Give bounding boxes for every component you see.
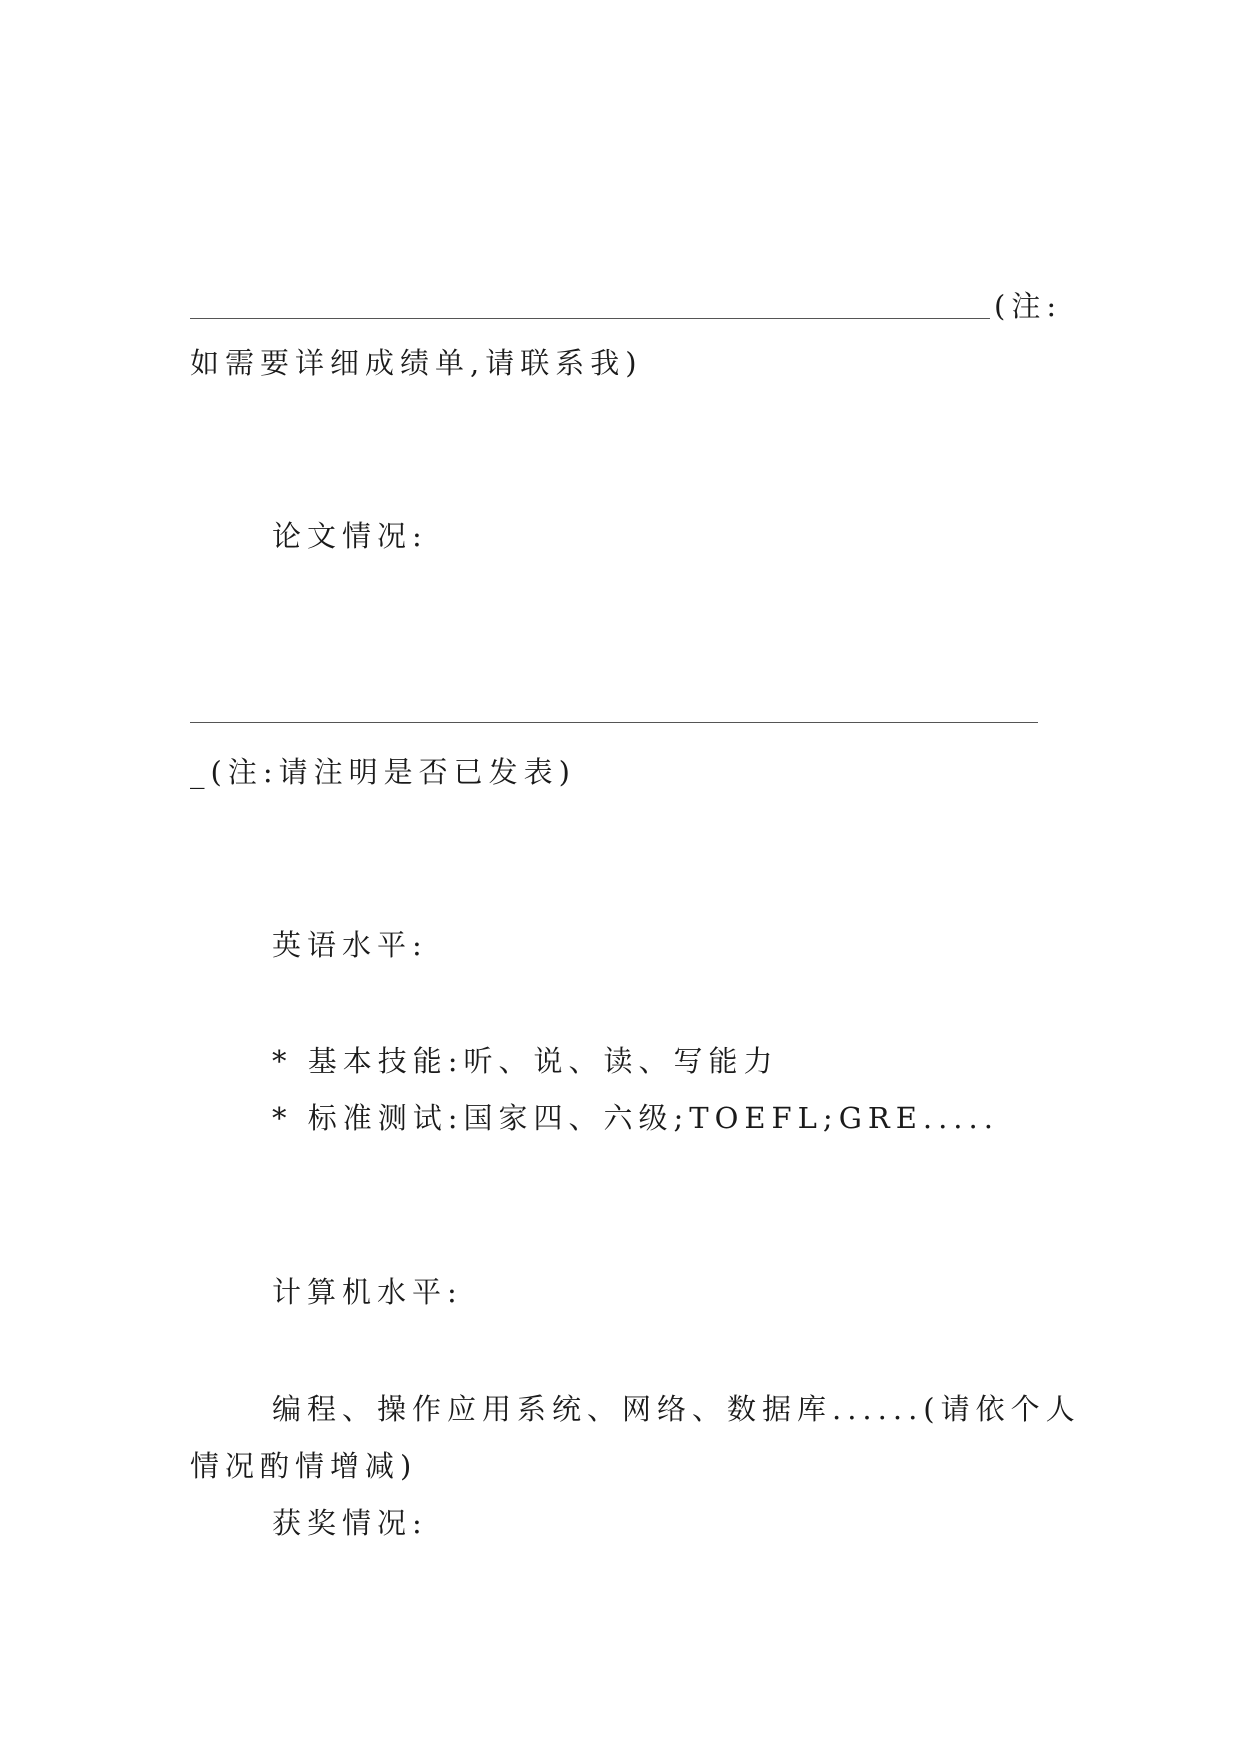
transcript-note-tail: (注: <box>994 289 1063 323</box>
computer-skills-line2: 情况酌情增减) <box>190 1449 418 1483</box>
thesis-heading: 论文情况: <box>272 519 428 553</box>
computer-heading: 计算机水平: <box>272 1275 463 1309</box>
awards-heading: 获奖情况: <box>272 1506 428 1540</box>
english-item-skills: * 基本技能:听、说、读、写能力 <box>272 1044 779 1078</box>
thesis-note: _(注:请注明是否已发表) <box>190 755 576 789</box>
computer-skills-line1: 编程、操作应用系统、网络、数据库......(请依个人 <box>272 1392 1081 1426</box>
transcript-blank-line <box>190 318 990 319</box>
thesis-blank-line <box>190 722 1038 723</box>
english-item-tests: * 标准测试:国家四、六级;TOEFL;GRE..... <box>272 1101 999 1135</box>
english-heading: 英语水平: <box>272 928 428 962</box>
transcript-note-continuation: 如需要详细成绩单,请联系我) <box>190 346 643 380</box>
